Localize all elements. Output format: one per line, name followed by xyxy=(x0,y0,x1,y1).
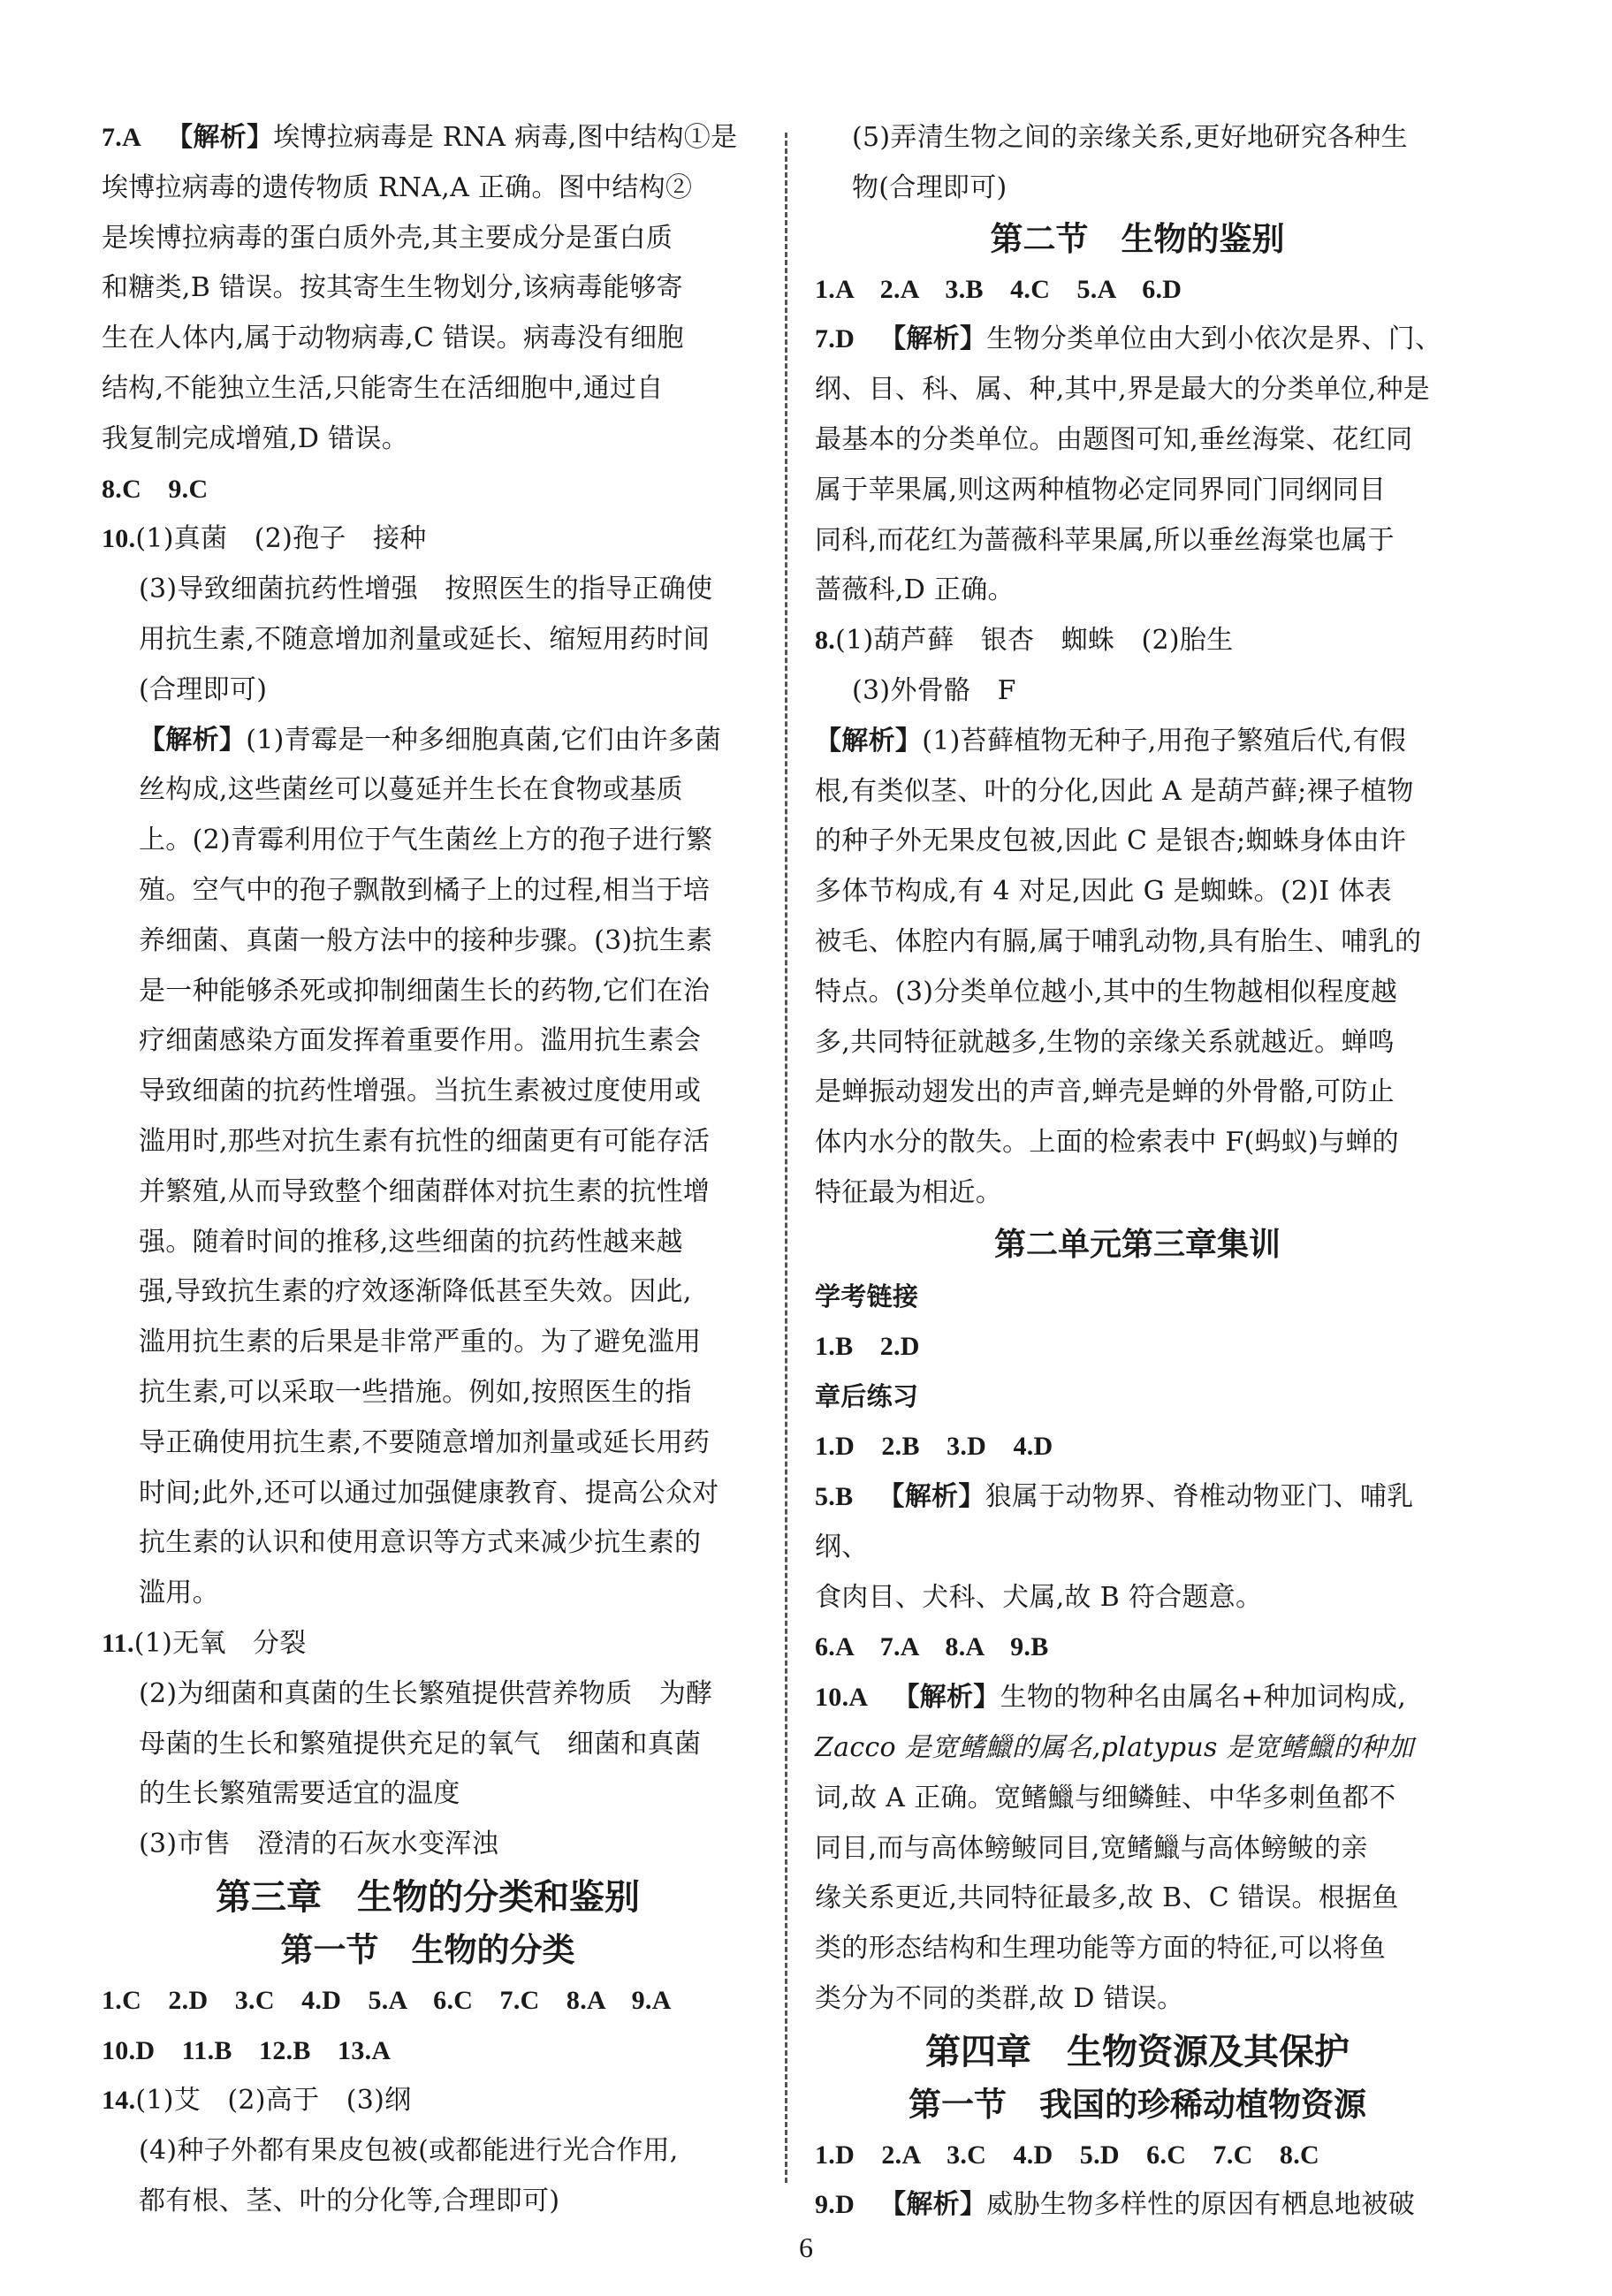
analysis-tag: 【解析】 xyxy=(893,1682,1000,1714)
text-line: 我复制完成增殖,D 错误。 xyxy=(102,422,409,454)
text-line: 埃博拉病毒的遗传物质 RNA,A 正确。图中结构② xyxy=(102,171,693,203)
answer-number: 7.A xyxy=(102,123,142,152)
text-line: 上。(2)青霉利用位于气生菌丝上方的孢子进行繁 xyxy=(139,825,713,856)
left-column xyxy=(102,113,754,2227)
text-line: 是一种能够杀死或抑制细菌生长的药物,它们在治 xyxy=(139,975,711,1007)
answer-number: 9.D xyxy=(815,2190,855,2220)
answer-row: 1.C 2.D 3.C 4.D 5.A 6.C 7.C 8.A 9.A xyxy=(102,1985,672,2015)
text-line: 滥用时,那些对抗生素有抗性的细菌更有可能存活 xyxy=(139,1125,711,1157)
text-line: 多体节构成,有 4 对足,因此 G 是蜘蛛。(2)I 体表 xyxy=(815,876,1392,908)
text-line: (1)真菌 (2)孢子 接种 xyxy=(135,523,427,555)
text-line: 威胁生物多样性的原因有栖息地被破 xyxy=(986,2189,1416,2221)
subsection-label: 学考链接 xyxy=(815,1281,919,1311)
text-line: Zacco 是宽鳍鱲的属名,platypus 是宽鳍鱲的种加 xyxy=(815,1731,1414,1763)
answer-block-q10 xyxy=(102,514,754,1619)
right-column xyxy=(815,113,1460,2231)
answer-row-q8-q9: 8.C 9.C xyxy=(102,474,209,504)
unit-title: 第二单元第三章集训 xyxy=(993,1226,1281,1263)
text-line: (1)苔藓植物无种子,用孢子繁殖后代,有假 xyxy=(922,725,1407,756)
text-line: 用抗生素,不随意增加剂量或延长、缩短用药时间 xyxy=(139,623,711,655)
section-title: 第二节 生物的鉴别 xyxy=(990,219,1285,258)
answer-row: 1.A 2.A 3.B 4.C 5.A 6.D xyxy=(815,274,1182,304)
analysis-tag: 【解析】 xyxy=(139,724,247,756)
text-line: 的种子外无果皮包被,因此 C 是银杏;蜘蛛身体由许 xyxy=(815,825,1407,857)
analysis-tag: 【解析】 xyxy=(878,1480,985,1512)
subsection-label: 章后练习 xyxy=(815,1381,919,1412)
text-line: 生物的物种名由属名+种加词构成, xyxy=(1000,1682,1407,1714)
text-line: 滥用抗生素的后果是非常严重的。为了避免滥用 xyxy=(139,1327,702,1358)
section-title: 第一节 生物的分类 xyxy=(280,1930,575,1969)
text-line: 养细菌、真菌一般方法中的接种步骤。(3)抗生素 xyxy=(139,924,713,956)
text-line: 埃博拉病毒是 RNA 病毒,图中结构①是 xyxy=(273,122,738,153)
text-line: 类的形态结构和生理功能等方面的特征,可以将鱼 xyxy=(815,1933,1387,1965)
analysis-tag: 【解析】 xyxy=(815,725,923,756)
text-line: 最基本的分类单位。由题图可知,垂丝海棠、花红同 xyxy=(815,423,1413,455)
text-line: (3)外骨骼 F xyxy=(852,674,1016,706)
answer-block-q14 xyxy=(102,2076,754,2226)
answer-block-q7 xyxy=(102,113,754,465)
text-line: (3)导致细菌抗药性增强 按照医生的指导正确使 xyxy=(139,574,713,605)
text-line: (4)种子外都有果皮包被(或都能进行光合作用, xyxy=(139,2135,679,2167)
answer-block-q10 xyxy=(815,1673,1460,2025)
text-line: 属于苹果属,则这两种植物必定同界同门同纲同目 xyxy=(815,474,1387,506)
text-line: 同目,而与高体鳑鲏同目,宽鳍鱲与高体鳑鲏的亲 xyxy=(815,1832,1368,1864)
text-line: 特征最为相近。 xyxy=(815,1176,1003,1208)
answer-block-q7 xyxy=(815,315,1460,616)
answer-number: 10.A xyxy=(815,1683,869,1713)
text-line: 根,有类似茎、叶的分化,因此 A 是葫芦藓;裸子植物 xyxy=(815,775,1414,807)
answer-row: 1.D 2.A 3.C 4.D 5.D 6.C 7.C 8.C xyxy=(815,2140,1319,2170)
text-line: 词,故 A 正确。宽鳍鱲与细鳞鲑、中华多刺鱼都不 xyxy=(815,1782,1396,1813)
text-line: (2)为细菌和真菌的生长繁殖提供营养物质 为酵 xyxy=(139,1677,713,1709)
text-line: (合理即可) xyxy=(139,673,268,705)
answer-row: 6.A 7.A 8.A 9.B xyxy=(815,1632,1049,1662)
text-line: 生物分类单位由大到小依次是界、门、 xyxy=(986,323,1442,355)
answer-row: 1.D 2.B 3.D 4.D xyxy=(815,1432,1053,1462)
text-line: 导正确使用抗生素,不要随意增加剂量或延长用药 xyxy=(139,1426,711,1458)
answer-number: 8. xyxy=(815,626,836,656)
text-line: 时间;此外,还可以通过加强健康教育、提高公众对 xyxy=(139,1477,719,1509)
analysis-tag: 【解析】 xyxy=(879,323,987,355)
answer-number: 14. xyxy=(102,2086,136,2116)
text-line: 体内水分的散失。上面的检索表中 F(蚂蚁)与蝉的 xyxy=(815,1127,1399,1159)
text-line: 滥用。 xyxy=(139,1578,219,1609)
text-line: 食肉目、犬科、犬属,故 B 符合题意。 xyxy=(815,1581,1263,1613)
analysis-tag: 【解析】 xyxy=(879,2189,987,2221)
text-line: 多,共同特征就越多,生物的亲缘关系就越近。蝉鸣 xyxy=(815,1026,1395,1058)
text-line: 生在人体内,属于动物病毒,C 错误。病毒没有细胞 xyxy=(102,323,684,354)
text-line: (1)葫芦藓 银杏 蜘蛛 (2)胎生 xyxy=(835,625,1234,657)
text-line: (1)无氧 分裂 xyxy=(133,1627,307,1659)
text-line: 强,导致抗生素的疗效逐渐降低甚至失效。因此, xyxy=(139,1276,692,1308)
text-line: 同科,而花红为蔷薇科苹果属,所以垂丝海棠也属于 xyxy=(815,524,1395,556)
text-line: 母菌的生长和繁殖提供充足的氧气 细菌和真菌 xyxy=(139,1728,702,1760)
chapter-title: 第三章 生物的分类和鉴别 xyxy=(216,1876,640,1918)
text-line: 抗生素,可以采取一些措施。例如,按照医生的指 xyxy=(139,1376,692,1408)
text-line: 是埃博拉病毒的蛋白质外壳,其主要成分是蛋白质 xyxy=(102,222,673,254)
text-line: 都有根、茎、叶的分化等,合理即可) xyxy=(139,2186,560,2217)
text-line: (1)艾 (2)高于 (3)纲 xyxy=(135,2085,412,2117)
text-line: 物(合理即可) xyxy=(852,171,1008,203)
text-line: (5)弄清生物之间的亲缘关系,更好地研究各种生 xyxy=(852,122,1408,153)
text-line: 缘关系更近,共同特征最多,故 B、C 错误。根据鱼 xyxy=(815,1882,1399,1914)
text-line: 殖。空气中的孢子飘散到橘子上的过程,相当于培 xyxy=(139,874,711,906)
chapter-title: 第四章 生物资源及其保护 xyxy=(925,2031,1350,2072)
text-line: 和糖类,B 错误。按其寄生生物划分,该病毒能够寄 xyxy=(102,272,683,304)
column-divider xyxy=(785,133,787,2183)
answer-block-q9 xyxy=(815,2180,1460,2231)
text-line: 是蝉振动翅发出的声音,蝉壳是蝉的外骨骼,可防止 xyxy=(815,1076,1395,1108)
answer-block-q8 xyxy=(815,616,1460,1219)
section-title: 第一节 我国的珍稀动植物资源 xyxy=(909,2085,1366,2124)
answer-block-q11 xyxy=(102,1619,754,1870)
answer-row: 10.D 11.B 12.B 13.A xyxy=(102,2035,392,2065)
text-line: 特点。(3)分类单位越小,其中的生物越相似程度越 xyxy=(815,976,1398,1007)
text-line: 纲、目、科、属、种,其中,界是最大的分类单位,种是 xyxy=(815,374,1431,406)
text-line: 类分为不同的类群,故 D 错误。 xyxy=(815,1982,1184,2014)
page-number: 6 xyxy=(799,2231,813,2263)
text-line: 狼属于动物界、脊椎动物亚门、哺乳纲、 xyxy=(815,1480,1414,1562)
text-line: (3)市售 澄清的石灰水变浑浊 xyxy=(139,1828,498,1860)
text-line: 抗生素的认识和使用意识等方式来减少抗生素的 xyxy=(139,1527,702,1559)
answer-block-q5 xyxy=(815,1472,1460,1623)
answer-number: 11. xyxy=(102,1628,134,1658)
text-line: 导致细菌的抗药性增强。当抗生素被过度使用或 xyxy=(139,1076,702,1107)
text-line: 并繁殖,从而导致整个细菌群体对抗生素的抗性增 xyxy=(139,1175,711,1207)
text-line: 的生长繁殖需要适宜的温度 xyxy=(139,1778,460,1810)
text-line: 结构,不能独立生活,只能寄生在活细胞中,通过自 xyxy=(102,372,664,404)
answer-number: 5.B xyxy=(815,1481,854,1511)
answer-number: 10. xyxy=(102,524,136,554)
answer-number: 7.D xyxy=(815,324,855,354)
analysis-tag: 【解析】 xyxy=(166,122,274,153)
text-line: 疗细菌感染方面发挥着重要作用。滥用抗生素会 xyxy=(139,1025,702,1057)
text-line: 蔷薇科,D 正确。 xyxy=(815,574,1015,606)
answer-row: 1.B 2.D xyxy=(815,1331,920,1361)
text-line: (1)青霉是一种多细胞真菌,它们由许多菌 xyxy=(246,724,722,756)
text-line: 丝构成,这些菌丝可以蔓延并生长在食物或基质 xyxy=(139,774,683,806)
text-line: 强。随着时间的推移,这些细菌的抗药性越来越 xyxy=(139,1226,683,1258)
text-line: 被毛、体腔内有膈,属于哺乳动物,具有胎生、哺乳的 xyxy=(815,925,1422,957)
